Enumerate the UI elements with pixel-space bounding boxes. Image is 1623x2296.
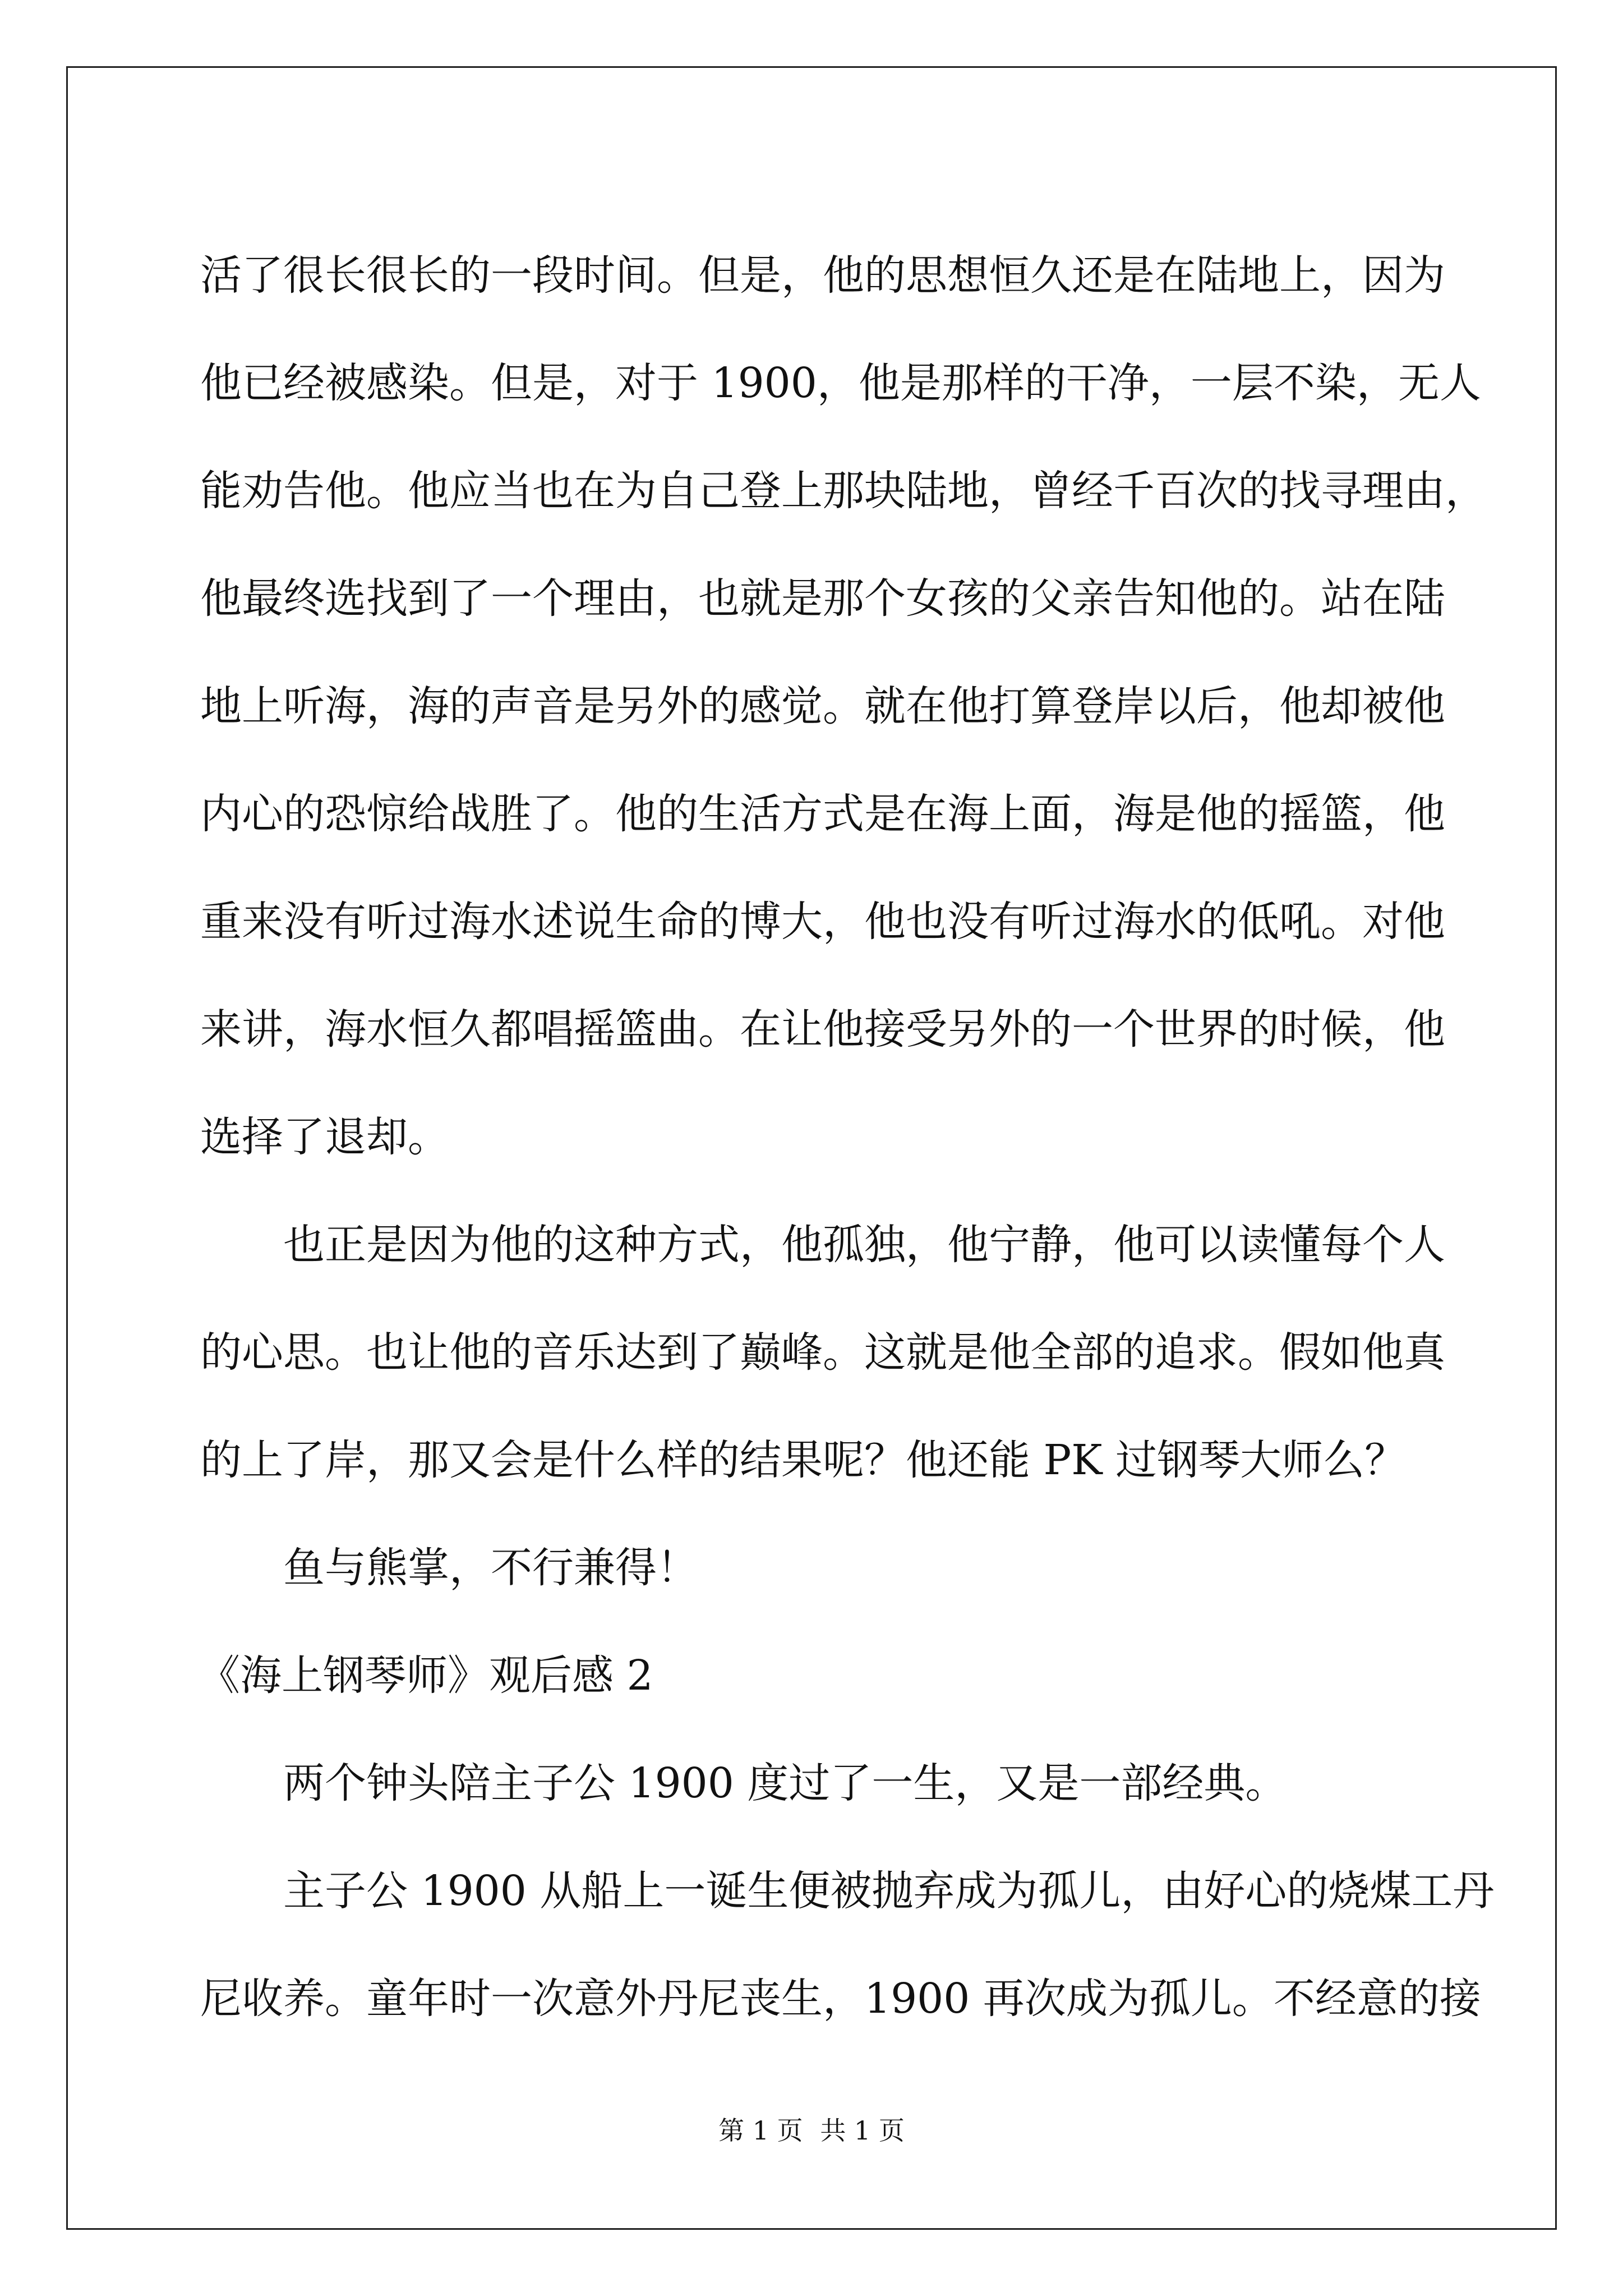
text-line: 选择了退却。 (200, 1113, 449, 1161)
paragraph-start-line: 两个钟头陪主子公 1900 度过了一生，又是一部经典。 (283, 1759, 1287, 1807)
text-line: 活了很长很长的一段时间。但是，他的思想恒久还是在陆地上，因为 (200, 251, 1445, 300)
text-line: 的上了岸，那又会是什么样的结果呢？他还能 PK 过钢琴大师么？ (200, 1436, 1407, 1484)
text-line: 他最终选找到了一个理由，也就是那个女孩的父亲告知他的。站在陆 (200, 574, 1445, 623)
text-line: 能劝告他。他应当也在为自己登上那块陆地，曾经千百次的找寻理由， (200, 467, 1487, 515)
page-number: 第 1 页 (718, 2115, 803, 2146)
text-line: 地上听海，海的声音是另外的感觉。就在他打算登岸以后，他却被他 (200, 682, 1445, 730)
text-line: 的心思。也让他的音乐达到了巅峰。这就是他全部的追求。假如他真 (200, 1328, 1445, 1377)
text-line: 他已经被感染。但是，对于 1900，他是那样的干净，一层不染，无人 (200, 359, 1481, 407)
paragraph-start-line: 主子公 1900 从船上一诞生便被抛弃成为孤儿，由好心的烧煤工丹 (283, 1867, 1495, 1915)
page-footer (0, 2110, 1623, 2147)
document-body (199, 222, 1495, 2053)
text-line: 尼收养。童年时一次意外丹尼丧生，1900 再次成为孤儿。不经意的接 (200, 1975, 1481, 2023)
section-title: 《海上钢琴师》观后感 2 (199, 1651, 653, 1700)
text-line: 重来没有听过海水述说生命的博大，他也没有听过海水的低吼。对他 (200, 898, 1445, 946)
text-line: 内心的恐惊给战胜了。他的生活方式是在海上面，海是他的摇篮，他 (200, 790, 1445, 838)
paragraph-start-line: 鱼与熊掌，不行兼得！ (283, 1544, 698, 1592)
paragraph-start-line: 也正是因为他的这种方式，他孤独，他宁静，他可以读懂每个人 (283, 1221, 1445, 1269)
page-total: 共 1 页 (820, 2115, 905, 2146)
text-line: 来讲，海水恒久都唱摇篮曲。在让他接受另外的一个世界的时候，他 (200, 1005, 1445, 1053)
